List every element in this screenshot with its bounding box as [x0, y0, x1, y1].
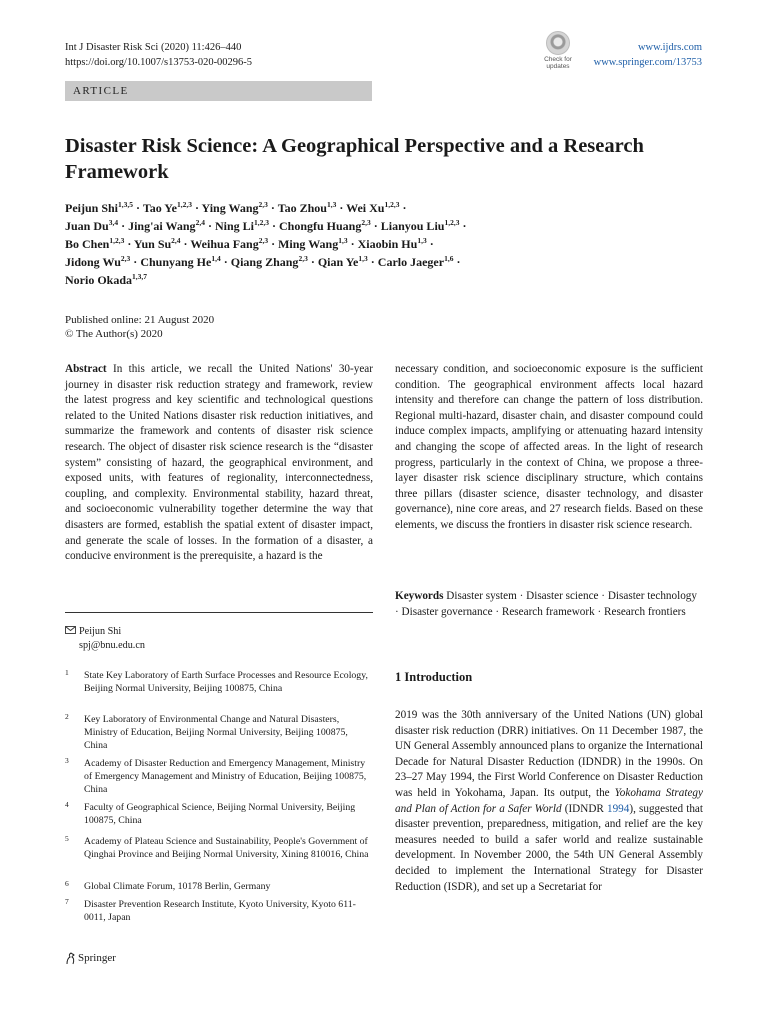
author-affiliation-ref: 1,2,3: [176, 200, 192, 209]
author-affiliation-ref: 1,2,3: [109, 236, 125, 245]
check-updates-icon: [546, 31, 570, 55]
contact-name: Peijun Shi: [79, 626, 122, 637]
paper-title: Disaster Risk Science: A Geographical Perspective and a Research Framework: [65, 135, 644, 183]
author[interactable]: Yun Su: [133, 237, 172, 251]
abstract-label: Abstract: [65, 363, 107, 375]
section-heading: 1 Introduction: [395, 670, 473, 684]
author[interactable]: Chunyang He: [140, 255, 212, 269]
author-affiliation-ref: 1,3: [326, 200, 337, 209]
author[interactable]: Tao Zhou: [277, 201, 327, 215]
abstract-text-left: In this article, we recall the United Nations' 30-year journey in disaster risk reduction strategy and framework, review the latest progress and key scientific and technological questions related to the United Nations disaster risk reduction initiatives, and summarize the framework and contents of disaster risk science research. The object of disaster risk science research is the “disaster system” consisting of hazard, the geographical environment, and exposed units, with features of regionality, interconnectedness, coupling, and complexity. Environmental stability, hazard threat, and socioeconomic vulnerability together determine the way that disasters are formed, establish the spatial extent of disaster impact, and generate the scale of losses. In the formation of a disaster, a conducive environment is the prerequisite, a hazard is the: [65, 363, 374, 563]
affiliation-text: Disaster Prevention Research Institute, Kyoto University, Kyoto 611-0011, Japan: [84, 899, 356, 923]
affiliation-number: 2: [65, 712, 69, 721]
springer-journal-link[interactable]: www.springer.com/13753: [593, 57, 702, 68]
affiliation-text: Academy of Plateau Science and Sustainability, People's Government of Qinghai Province and Beijing Normal University, Xining 810016, China: [84, 836, 369, 860]
keywords-text: Disaster system · Disaster science · Disaster technology · Disaster governance · Research framework · Research frontiers: [395, 590, 697, 618]
affiliation-item: [65, 757, 373, 796]
author-affiliation-ref: 1,3,7: [132, 272, 148, 281]
affiliation-number: 6: [65, 879, 69, 888]
author[interactable]: Bo Chen: [65, 237, 110, 251]
footer: [65, 952, 116, 964]
author[interactable]: Tao Ye: [142, 201, 177, 215]
author[interactable]: Ning Li: [214, 219, 254, 233]
author-affiliation-ref: 2,4: [171, 236, 181, 245]
author-affiliation-ref: 3,4: [108, 218, 119, 227]
author[interactable]: Weihua Fang: [190, 237, 259, 251]
affiliation-item: [65, 801, 373, 827]
author-affiliation-ref: 2,3: [258, 236, 269, 245]
affiliation-item: [65, 835, 373, 861]
affiliation-item: [65, 669, 373, 695]
author[interactable]: Lianyou Liu: [380, 219, 445, 233]
journal-site-link[interactable]: www.ijdrs.com: [637, 42, 702, 53]
check-for-updates-badge[interactable]: [538, 31, 578, 70]
journal-links: [594, 40, 702, 70]
envelope-icon: [65, 625, 79, 639]
author-affiliation-ref: 2,3: [258, 200, 268, 209]
corresponding-author: [65, 612, 373, 652]
affiliation-number: 3: [65, 756, 69, 765]
published-date: Published online: 21 August 2020: [65, 314, 215, 326]
doi-link[interactable]: https://doi.org/10.1007/s13753-020-00296-5: [65, 57, 253, 68]
publication-info: [65, 313, 214, 341]
affiliation-item: [65, 898, 373, 924]
author-affiliation-ref: 1,3: [417, 236, 427, 245]
springer-horse-icon: [65, 952, 75, 964]
affiliation-text: Academy of Disaster Reduction and Emergency Management, Ministry of Emergency Management and Ministry of Education, Beijing 100875, China: [84, 758, 367, 795]
author[interactable]: Xiaobin Hu: [357, 237, 418, 251]
author[interactable]: Norio Okada: [65, 273, 133, 287]
author[interactable]: Jing'ai Wang: [128, 219, 196, 233]
author[interactable]: Ying Wang: [201, 201, 259, 215]
affiliation-text: Faculty of Geographical Science, Beijing Normal University, Beijing 100875, China: [84, 802, 356, 826]
journal-volume: Int J Disaster Risk Sci (2020) 11:426–440: [65, 42, 242, 53]
affiliation-number: 4: [65, 800, 69, 809]
author[interactable]: Carlo Jaeger: [377, 255, 445, 269]
author-affiliation-ref: 1,2,3: [444, 218, 460, 227]
author-affiliation-ref: 1,6: [444, 254, 454, 263]
citation-link[interactable]: 1994: [606, 802, 630, 815]
author[interactable]: Qiang Zhang: [230, 255, 299, 269]
copyright: © The Author(s) 2020: [65, 328, 163, 340]
publisher-name: Springer: [78, 952, 116, 964]
author-affiliation-ref: 1,2,3: [384, 200, 400, 209]
author-affiliation-ref: 1,4: [211, 254, 221, 263]
author-affiliation-ref: 1,3: [358, 254, 368, 263]
author[interactable]: Ming Wang: [278, 237, 339, 251]
affiliation-item: [65, 880, 373, 893]
author[interactable]: Wei Xu: [346, 201, 385, 215]
author-affiliation-ref: 2,3: [298, 254, 308, 263]
affiliation-item: [65, 713, 373, 752]
affiliation-text: Key Laboratory of Environmental Change and Natural Disasters, Ministry of Education, Beijing Normal University, Beijing 100875, China: [84, 714, 348, 751]
author-list: Peijun Shi$^{1,3,5}$ · Tao Ye$^{1,2,3}$ · Ying Wang$^{2,3}$ · Tao Zhou$^{1,3}$ · Wei Xu$^{1,2,3}$ · Juan Du$^{3,4}$ · Jing'ai Wang$^{2,4}$ · Ning Li$^{1,2,3}$ · Chongfu Huang$^{2,3}$ · Lianyou Liu$^{1,2,3}$ · Bo Chen$^{1,2,3}$ · Yun Su$^{2,4}$ · Weihua Fang$^{2,3}$ · Ming Wang$^{1,3}$ · Xiaobin Hu$^{1,3}$ · Jidong Wu$^{2,3}$ · Chunyang He$^{1,4}$ · Qiang Zhang$^{2,3}$ · Qian Ye$^{1,3}$ · Carlo Jaeger$^{1,6}$ · Norio Okada$^{1,3,7}$: [65, 200, 467, 287]
affiliation-number: 1: [65, 668, 69, 677]
keywords-label: Keywords: [395, 590, 444, 602]
author[interactable]: Jidong Wu: [65, 255, 121, 269]
author-affiliation-ref: 2,3: [120, 254, 131, 263]
contact-email[interactable]: spj@bnu.edu.cn: [79, 639, 145, 651]
affiliation-text: Global Climate Forum, 10178 Berlin, Germany: [84, 881, 271, 892]
author[interactable]: Peijun Shi: [65, 201, 119, 215]
author[interactable]: Qian Ye: [317, 255, 359, 269]
journal-citation: [65, 40, 252, 70]
introduction-text: 2019 was the 30th anniversary of the United Nations (UN) global disaster risk reduction (DRR) initiatives. On 11 December 1987, the UN General Assembly announced plans to organize the International Decade for Natural Disaster Reduction (IDNDR) in the 1990s. On 23–27 May 1994, the First World Conference on Disaster Reduction was held in Yokohama, Japan. Its output, the Yokohama Strategy and Plan of Action for a Safer World (IDNDR 1994), suggested that disaster prevention, preparedness, mitigation, and relief are the key measures needed to build a safer world and realize sustainable development. In November 2000, the 54th UN General Assembly decided to implement the International Strategy for Disaster Reduction (ISDR), and set up a Secretariat for: [395, 709, 704, 893]
author-affiliation-ref: 1,2,3: [253, 218, 269, 227]
article-type-banner: ARTICLE: [65, 81, 372, 101]
affiliation-number: 5: [65, 834, 69, 843]
yokohama-strategy-title: Yokohama Strategy and Plan of Action for a Safer World: [395, 786, 703, 815]
badge-label: Check for updates: [544, 56, 572, 70]
abstract-right: necessary condition, and socioeconomic exposure is the sufficient condition. The geographical environment affects local hazard intensity and therefore can change the pattern of loss distribution. Regional multi-hazard, disaster chain, and disaster compound could induce complex impacts, amplifying or attenuating hazard intensity and changing the scope of affected areas. In the light of research progress, particularly in the context of China, we propose a three-layer disaster risk science disciplinary structure, which contains three pillars (disaster science, disaster technology, and disaster governance), nine core areas, and 27 research fields. Based on these elements, we discuss the frontiers in disaster risk science research.: [395, 363, 703, 531]
keywords: [395, 588, 703, 620]
author-affiliation-ref: 2,4: [195, 218, 205, 227]
author[interactable]: Juan Du: [65, 219, 109, 233]
author[interactable]: Chongfu Huang: [278, 219, 362, 233]
author-affiliation-ref: 1,3: [338, 236, 348, 245]
abstract-left: [65, 362, 373, 565]
affiliation-number: 7: [65, 897, 69, 906]
author-affiliation-ref: 2,3: [361, 218, 371, 227]
affiliation-text: State Key Laboratory of Earth Surface Processes and Resource Ecology, Beijing Normal University, Beijing 100875, China: [84, 670, 368, 694]
author-affiliation-ref: 1,3,5: [118, 200, 134, 209]
